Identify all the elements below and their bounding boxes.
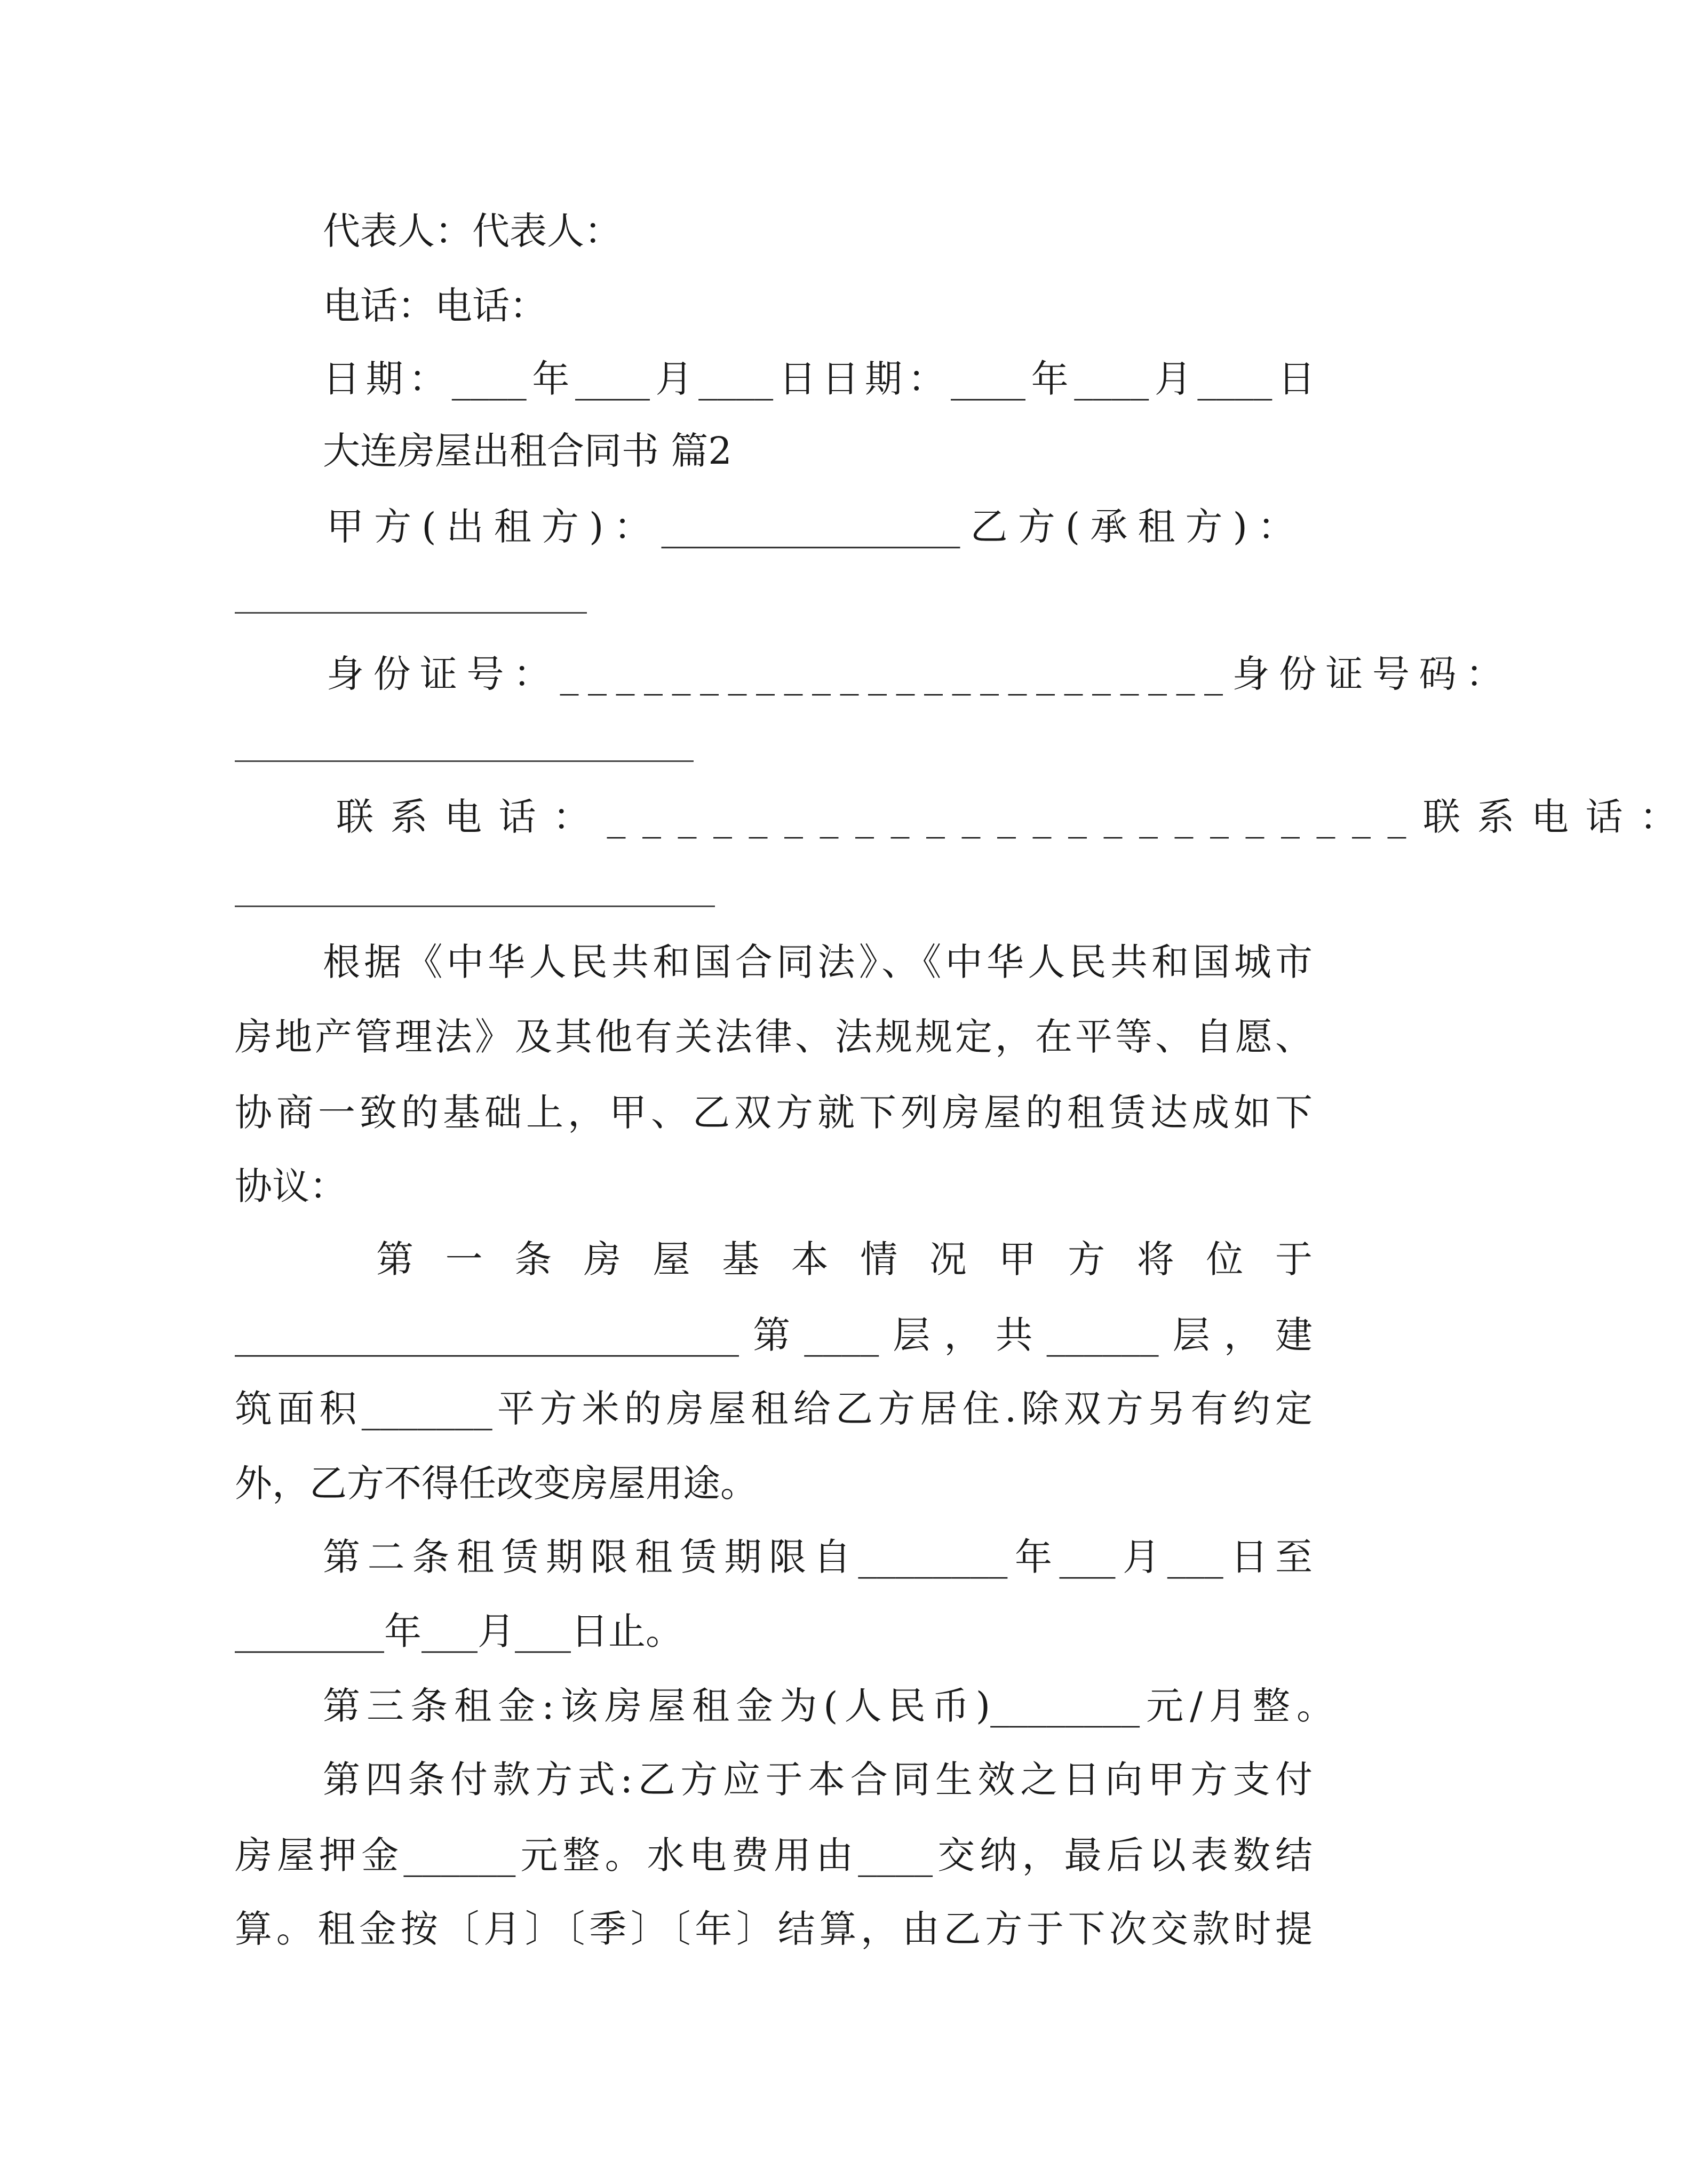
article-1-line-3: 筑面积_______平方米的房屋租给乙方居住.除双方另有约定	[235, 1387, 1313, 1431]
section-title: 大连房屋出租合同书 篇2	[323, 429, 732, 473]
article-1-line-1: 第一条房屋基本情况甲方将位于	[376, 1237, 1313, 1281]
article-4-line-1: 第四条付款方式:乙方应于本合同生效之日向甲方支付	[323, 1758, 1313, 1801]
article-2-line-2: ________年___月___日止。	[235, 1609, 683, 1653]
article-4-line-2: 房屋押金______元整。水电费用由____交纳，最后以表数结	[235, 1833, 1313, 1877]
representative-line: 代表人：代表人：	[323, 209, 622, 253]
intro-line-4: 协议：	[235, 1164, 347, 1208]
phone-line: 电话：电话：	[323, 284, 547, 328]
party-b-blank-rule	[235, 612, 587, 614]
article-3-line: 第三条租金:该房屋租金为(人民币)________元/月整。	[323, 1684, 1334, 1728]
party-line: 甲方(出租方)：________________乙方(承租方)：	[327, 505, 1295, 549]
intro-line-3: 协商一致的基础上，甲、乙双方就下列房屋的租赁达成如下	[235, 1091, 1313, 1134]
id-number-blank-rule	[235, 760, 694, 762]
contact-phone-line: 联系电话：_______________________联系电话：	[336, 795, 1694, 839]
article-4-line-3: 算。租金按〔月〕〔季〕〔年〕结算，由乙方于下次交款时提	[235, 1907, 1313, 1951]
article-1-line-2: ___________________________第____层，共______层，建	[235, 1313, 1313, 1357]
article-2-line-1: 第二条租赁期限租赁期限自________年___月___日至	[323, 1535, 1313, 1579]
article-1-line-4: 外，乙方不得任改变房屋用途。	[235, 1462, 758, 1505]
contact-blank-rule	[235, 906, 715, 907]
intro-line-1: 根据《中华人民共和国合同法》、《中华人民共和国城市	[323, 940, 1313, 984]
id-number-line: 身份证号：________________________身份证号码：	[327, 652, 1513, 696]
date-line: 日期：____年____月____日日期：____年____月____日	[323, 357, 1315, 401]
intro-line-2: 房地产管理法》及其他有关法律、法规规定，在平等、自愿、	[235, 1015, 1313, 1059]
